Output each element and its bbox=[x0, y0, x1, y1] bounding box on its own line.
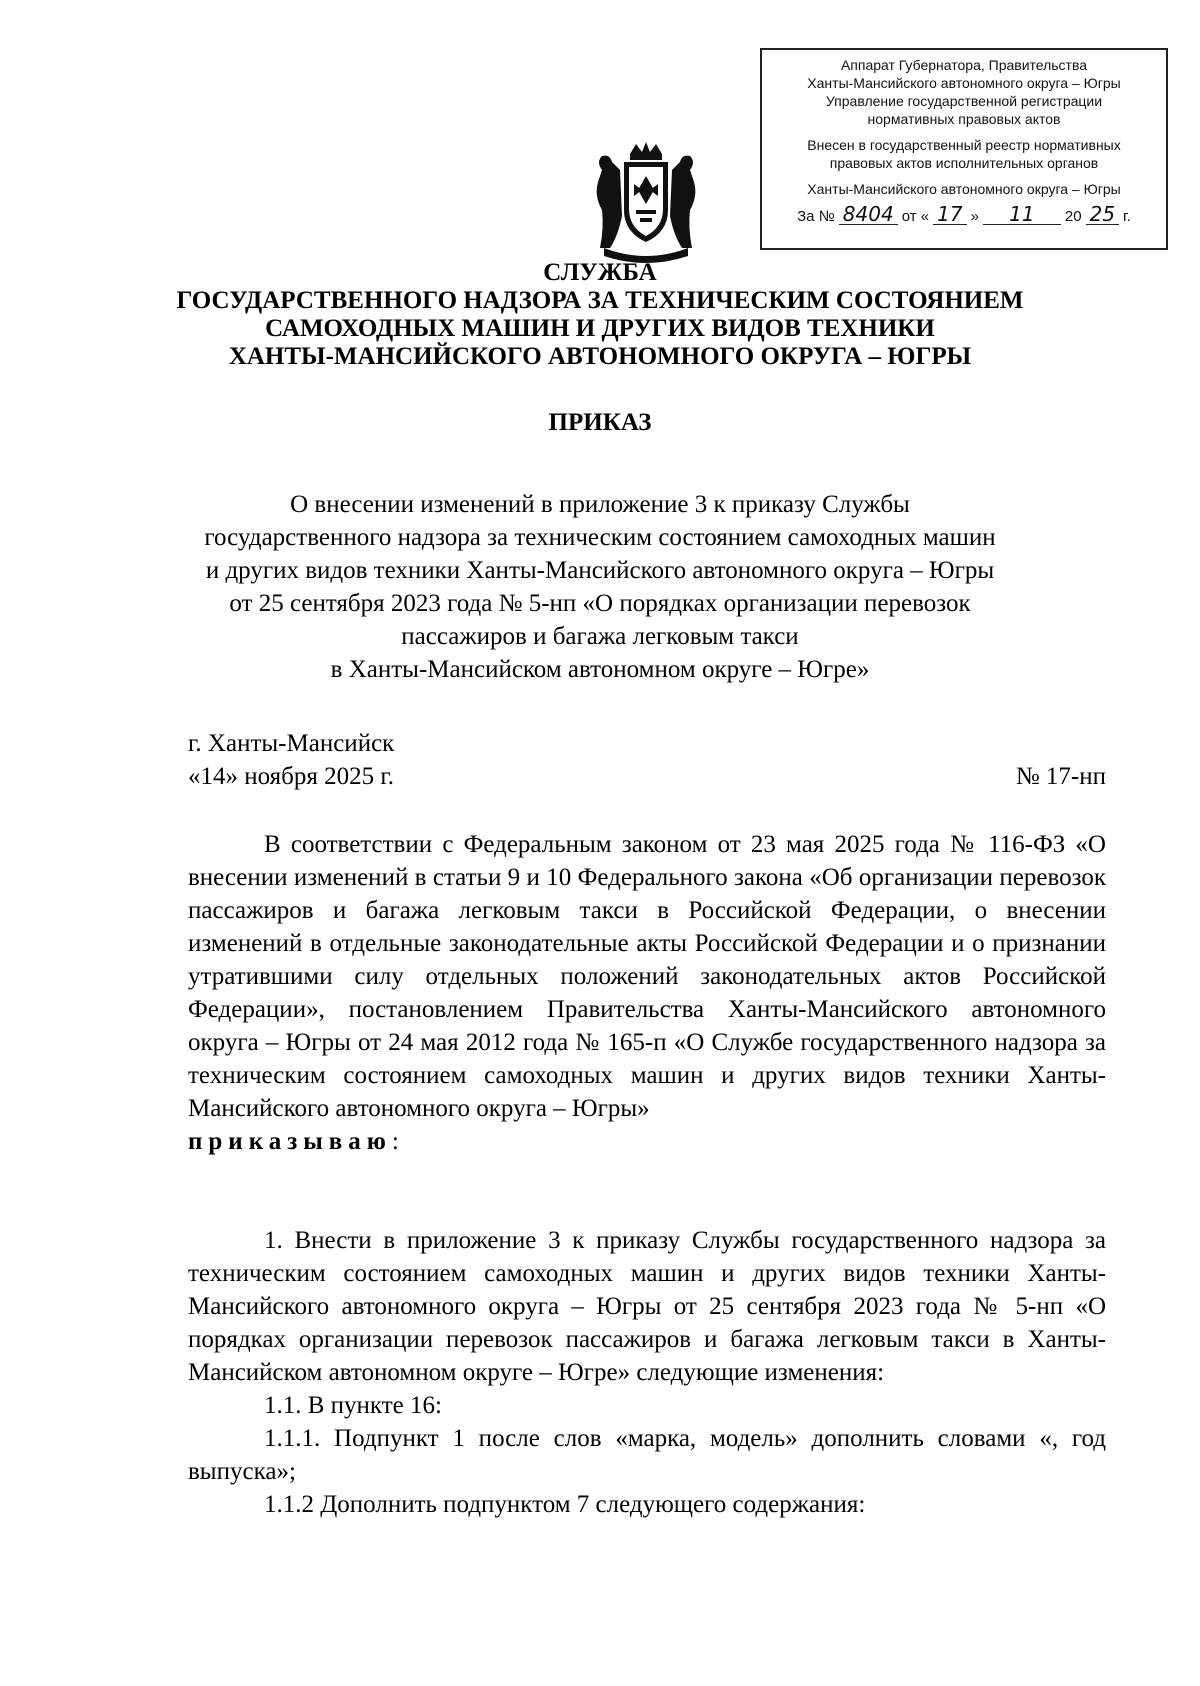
agency-name-line: СЛУЖБА bbox=[543, 259, 657, 286]
agency-name-line: ГОСУДАРСТВЕННОГО НАДЗОРА ЗА ТЕХНИЧЕСКИМ СОСТОЯНИЕМ bbox=[176, 287, 1024, 314]
order-item-1-1-1: 1.1.1. Подпункт 1 после слов «марка, модель» дополнить словами «, год выпуска»; bbox=[188, 1425, 1106, 1485]
title-line: О внесении изменений в приложение 3 к приказу Службы bbox=[290, 491, 910, 518]
stamp-year-prefix: 20 bbox=[1064, 208, 1082, 225]
registration-stamp bbox=[760, 48, 1168, 250]
stamp-num-value: 8404 bbox=[839, 204, 898, 225]
document-title bbox=[150, 488, 1050, 686]
order-item-1-1-2: 1.1.2 Дополнить подпунктом 7 следующего содержания: bbox=[264, 1491, 866, 1518]
order-items-block bbox=[188, 1224, 1106, 1521]
stamp-line: нормативных правовых актов bbox=[867, 111, 1061, 127]
stamp-num-prefix: За № bbox=[797, 208, 835, 225]
document-date: «14» ноября 2025 г. bbox=[188, 763, 395, 790]
agency-name-line: САМОХОДНЫХ МАШИН И ДРУГИХ ВИДОВ ТЕХНИКИ bbox=[265, 315, 935, 342]
stamp-registration-number bbox=[770, 204, 1158, 226]
title-line: государственного надзора за техническим состоянием самоходных машин bbox=[204, 524, 996, 551]
title-line: и других видов техники Ханты-Мансийского автономного округа – Югры bbox=[205, 557, 995, 584]
agency-name-line: ХАНТЫ-МАНСИЙСКОГО АВТОНОМНОГО ОКРУГА – ЮГРЫ bbox=[228, 343, 972, 370]
stamp-year-value: 25 bbox=[1086, 204, 1119, 225]
order-item-1: 1. Внести в приложение 3 к приказу Службы государственного надзора за техническим состоянием самоходных машин и других видов техники Ханты-Мансийского автономного округа – Югры от 25 сентября 2023 года № 5-нп «О порядках организации перевозок пассажиров и багажа легковым такси в Ханты-Мансийском автономном округе – Югре» следующие изменения: bbox=[188, 1227, 1106, 1386]
document-city: г. Ханты-Мансийск bbox=[188, 730, 395, 757]
coat-of-arms-icon bbox=[590, 140, 702, 268]
preamble-paragraph bbox=[188, 828, 1106, 1158]
title-line: пассажиров и багажа легковым такси bbox=[401, 623, 799, 650]
stamp-line: Внесен в государственный реестр нормативных bbox=[807, 137, 1121, 153]
stamp-day: 17 bbox=[933, 204, 966, 225]
order-colon: : bbox=[391, 1128, 399, 1155]
stamp-month: 11 bbox=[983, 204, 1061, 225]
stamp-line: правовых актов исполнительных органов bbox=[829, 155, 1099, 171]
title-line: в Ханты-Мансийском автономном округе – Югре» bbox=[330, 656, 870, 683]
preamble-block bbox=[188, 828, 1106, 1158]
document-type: ПРИКАЗ bbox=[548, 409, 652, 436]
order-word: приказываю bbox=[188, 1128, 392, 1155]
stamp-year-suffix: г. bbox=[1123, 208, 1131, 225]
stamp-date-prefix: от « bbox=[901, 208, 930, 225]
stamp-line: Аппарат Губернатора, Правительства bbox=[840, 57, 1088, 73]
title-line: от 25 сентября 2023 года № 5-нп «О порядках организации перевозок bbox=[229, 590, 971, 617]
stamp-date-mid: » bbox=[970, 208, 979, 225]
preamble-text: В соответствии с Федеральным законом от 23 мая 2025 года № 116-ФЗ «О внесении изменений в статьи 9 и 10 Федерального закона «Об организации перевозок пассажиров и багажа легковым такси в Российской Федерации, о внесении изменений в отдельные законодательные акты Российской Федерации и о признании утратившими силу отдельных положений законодательных актов Российской Федерации», постановлением Правительства Ханты-Мансийского автономного округа – Югры от 24 мая 2012 года № 165-п «О Службе государственного надзора за техническим состоянием самоходных машин и других видов техники Ханты-Мансийского автономного округа – Югры» bbox=[188, 831, 1106, 1122]
stamp-line: Ханты-Мансийского автономного округа – Югры bbox=[807, 181, 1121, 197]
document-number: № 17-нп bbox=[1015, 763, 1106, 790]
stamp-line: Управление государственной регистрации bbox=[825, 93, 1103, 109]
order-item-1-1: 1.1. В пункте 16: bbox=[264, 1392, 442, 1419]
stamp-line: Ханты-Мансийского автономного округа – Югры bbox=[807, 75, 1121, 91]
